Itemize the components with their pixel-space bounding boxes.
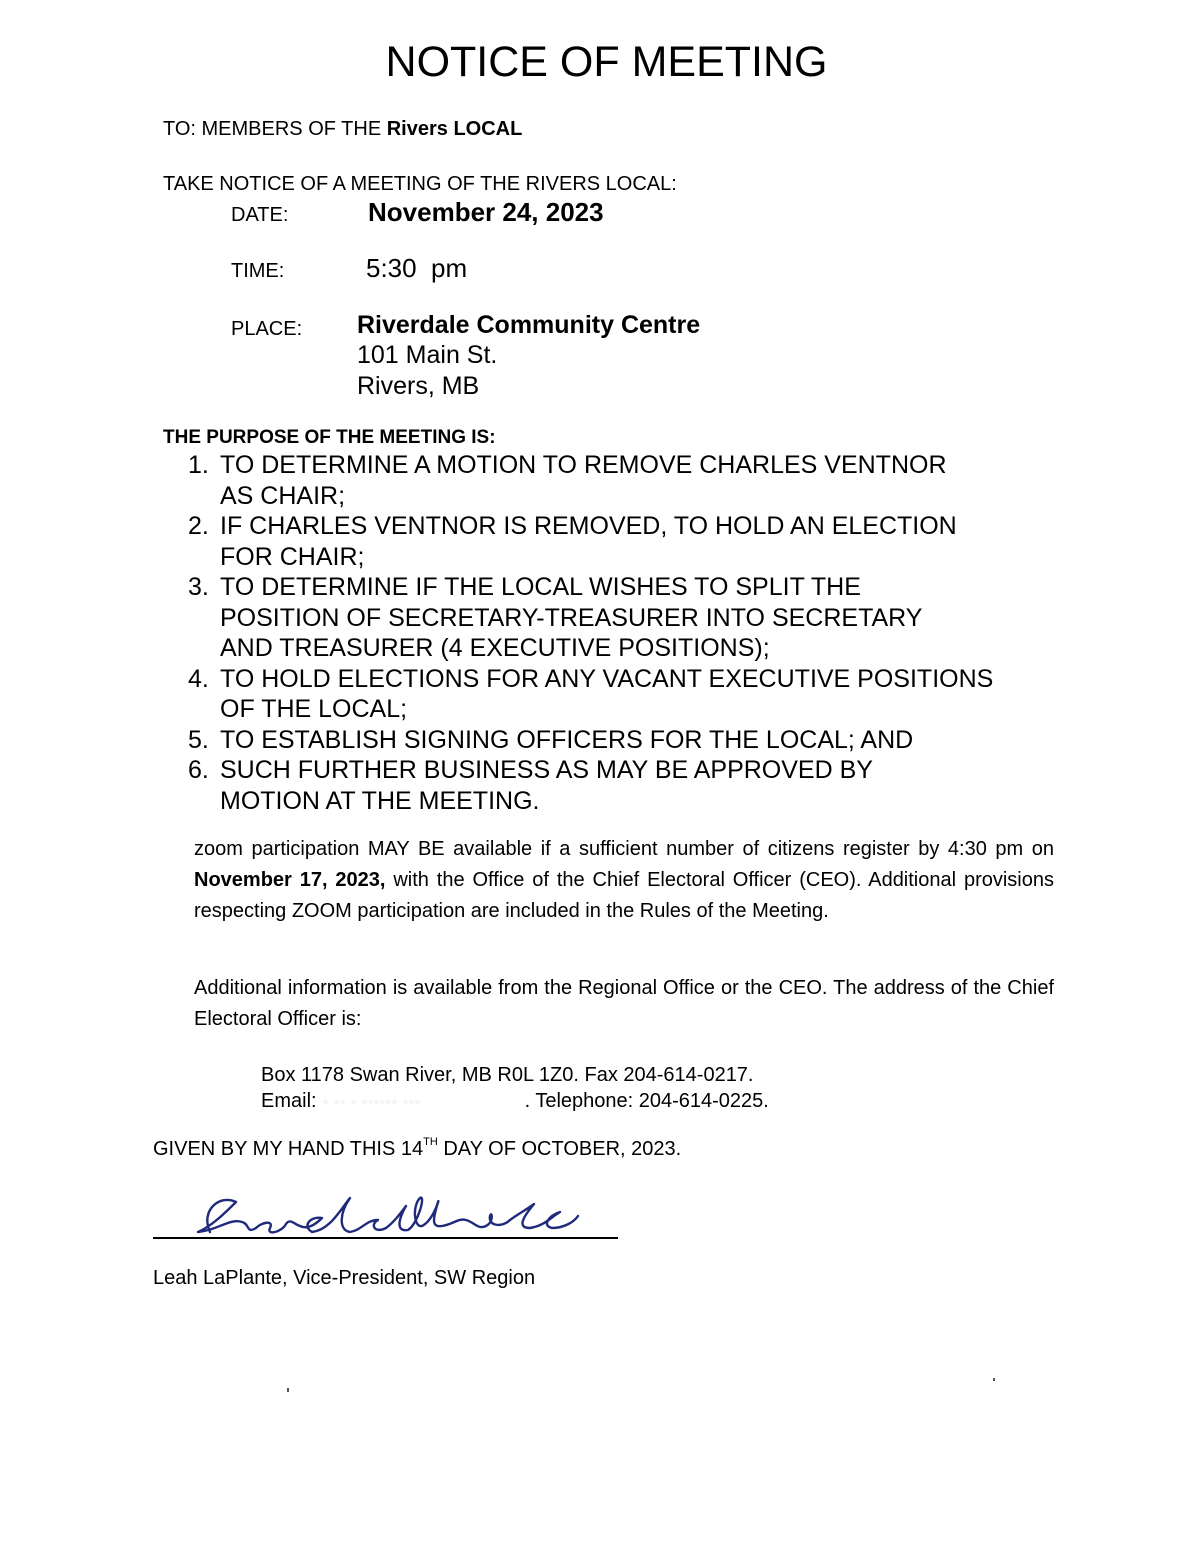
signer-name: Leah LaPlante, Vice-President, SW Region <box>153 1267 536 1289</box>
place-name: Riverdale Community Centre <box>357 311 701 339</box>
purpose-line: MOTION AT THE MEETING. <box>220 786 540 815</box>
purpose-list <box>188 450 1088 816</box>
time-value: 5:30 pm <box>366 253 468 283</box>
purpose-line: TO HOLD ELECTIONS FOR ANY VACANT EXECUTIVE POSITIONS <box>220 664 994 693</box>
purpose-item <box>188 664 1088 725</box>
zoom-paragraph <box>194 834 1054 927</box>
info-paragraph: Additional information is available from the Regional Office or the CEO. The address of the Chief Electoral Officer is: <box>194 977 1054 1030</box>
email-label: Email: <box>261 1090 317 1112</box>
purpose-item <box>188 450 1088 511</box>
purpose-line: TO ESTABLISH SIGNING OFFICERS FOR THE LOCAL; AND <box>220 725 914 754</box>
purpose-number: 3. <box>188 573 209 601</box>
scan-speck <box>993 1378 995 1381</box>
given-prefix: GIVEN BY MY HAND THIS 14 <box>153 1138 424 1160</box>
zoom-text-2: with the Office of the Chief Electoral Officer (CEO). Additional provisions respecting ZOOM participation are included in the Rules of the Meeting. <box>194 869 1054 922</box>
given-line <box>153 1138 681 1161</box>
place-city: Rivers, MB <box>357 372 480 400</box>
purpose-number: 4. <box>188 664 209 693</box>
purpose-line: TO DETERMINE IF THE LOCAL WISHES TO SPLIT THE <box>220 573 861 601</box>
place-street: 101 Main St. <box>357 341 498 369</box>
purpose-line: TO DETERMINE A MOTION TO REMOVE CHARLES VENTNOR <box>220 451 947 479</box>
notice-intro: TAKE NOTICE OF A MEETING OF THE RIVERS LOCAL: <box>163 173 677 195</box>
time-label: TIME: <box>231 260 285 282</box>
place-label: PLACE: <box>231 318 303 340</box>
date-label: DATE: <box>231 204 289 226</box>
recipients-prefix: TO: MEMBERS OF THE <box>163 118 387 140</box>
purpose-number: 6. <box>188 756 209 784</box>
purpose-line: SUCH FURTHER BUSINESS AS MAY BE APPROVED BY <box>220 756 873 784</box>
zoom-deadline: November 17, 2023, <box>194 869 386 891</box>
purpose-item <box>188 511 1088 572</box>
purpose-line: IF CHARLES VENTNOR IS REMOVED, TO HOLD AN ELECTION <box>220 512 957 540</box>
purpose-item <box>188 725 1088 756</box>
zoom-text-1: zoom participation MAY BE available if a sufficient number of citizens register by 4:30 pm on <box>194 838 1054 860</box>
recipients-local: Rivers LOCAL <box>386 118 523 140</box>
purpose-item <box>188 572 1088 664</box>
given-ordinal: TH <box>423 1136 438 1148</box>
page-title: NOTICE OF MEETING <box>385 38 828 86</box>
signature <box>190 1180 590 1250</box>
purpose-item <box>188 755 1088 816</box>
purpose-heading: THE PURPOSE OF THE MEETING IS: <box>163 427 496 448</box>
date-value: November 24, 2023 <box>368 197 604 227</box>
purpose-line: AS CHAIR; <box>220 481 346 510</box>
purpose-line: FOR CHAIR; <box>220 542 365 571</box>
signature-line <box>153 1237 618 1239</box>
email-redacted: · ·· · ······ ··· <box>322 1090 421 1111</box>
ceo-contact-line <box>261 1090 769 1113</box>
purpose-line: POSITION OF SECRETARY-TREASURER INTO SECRETARY <box>220 603 923 632</box>
purpose-line: OF THE LOCAL; <box>220 695 408 723</box>
purpose-number: 2. <box>188 512 209 540</box>
ceo-address: Box 1178 Swan River, MB R0L 1Z0. Fax 204-614-0217. <box>261 1064 754 1086</box>
given-suffix: DAY OF OCTOBER, 2023. <box>437 1138 682 1160</box>
telephone: . Telephone: 204-614-0225. <box>524 1090 769 1112</box>
purpose-number: 5. <box>188 725 209 754</box>
recipients-line <box>163 118 522 141</box>
scan-speck <box>287 1388 289 1392</box>
purpose-line: AND TREASURER (4 EXECUTIVE POSITIONS); <box>220 634 770 662</box>
purpose-number: 1. <box>188 451 209 479</box>
